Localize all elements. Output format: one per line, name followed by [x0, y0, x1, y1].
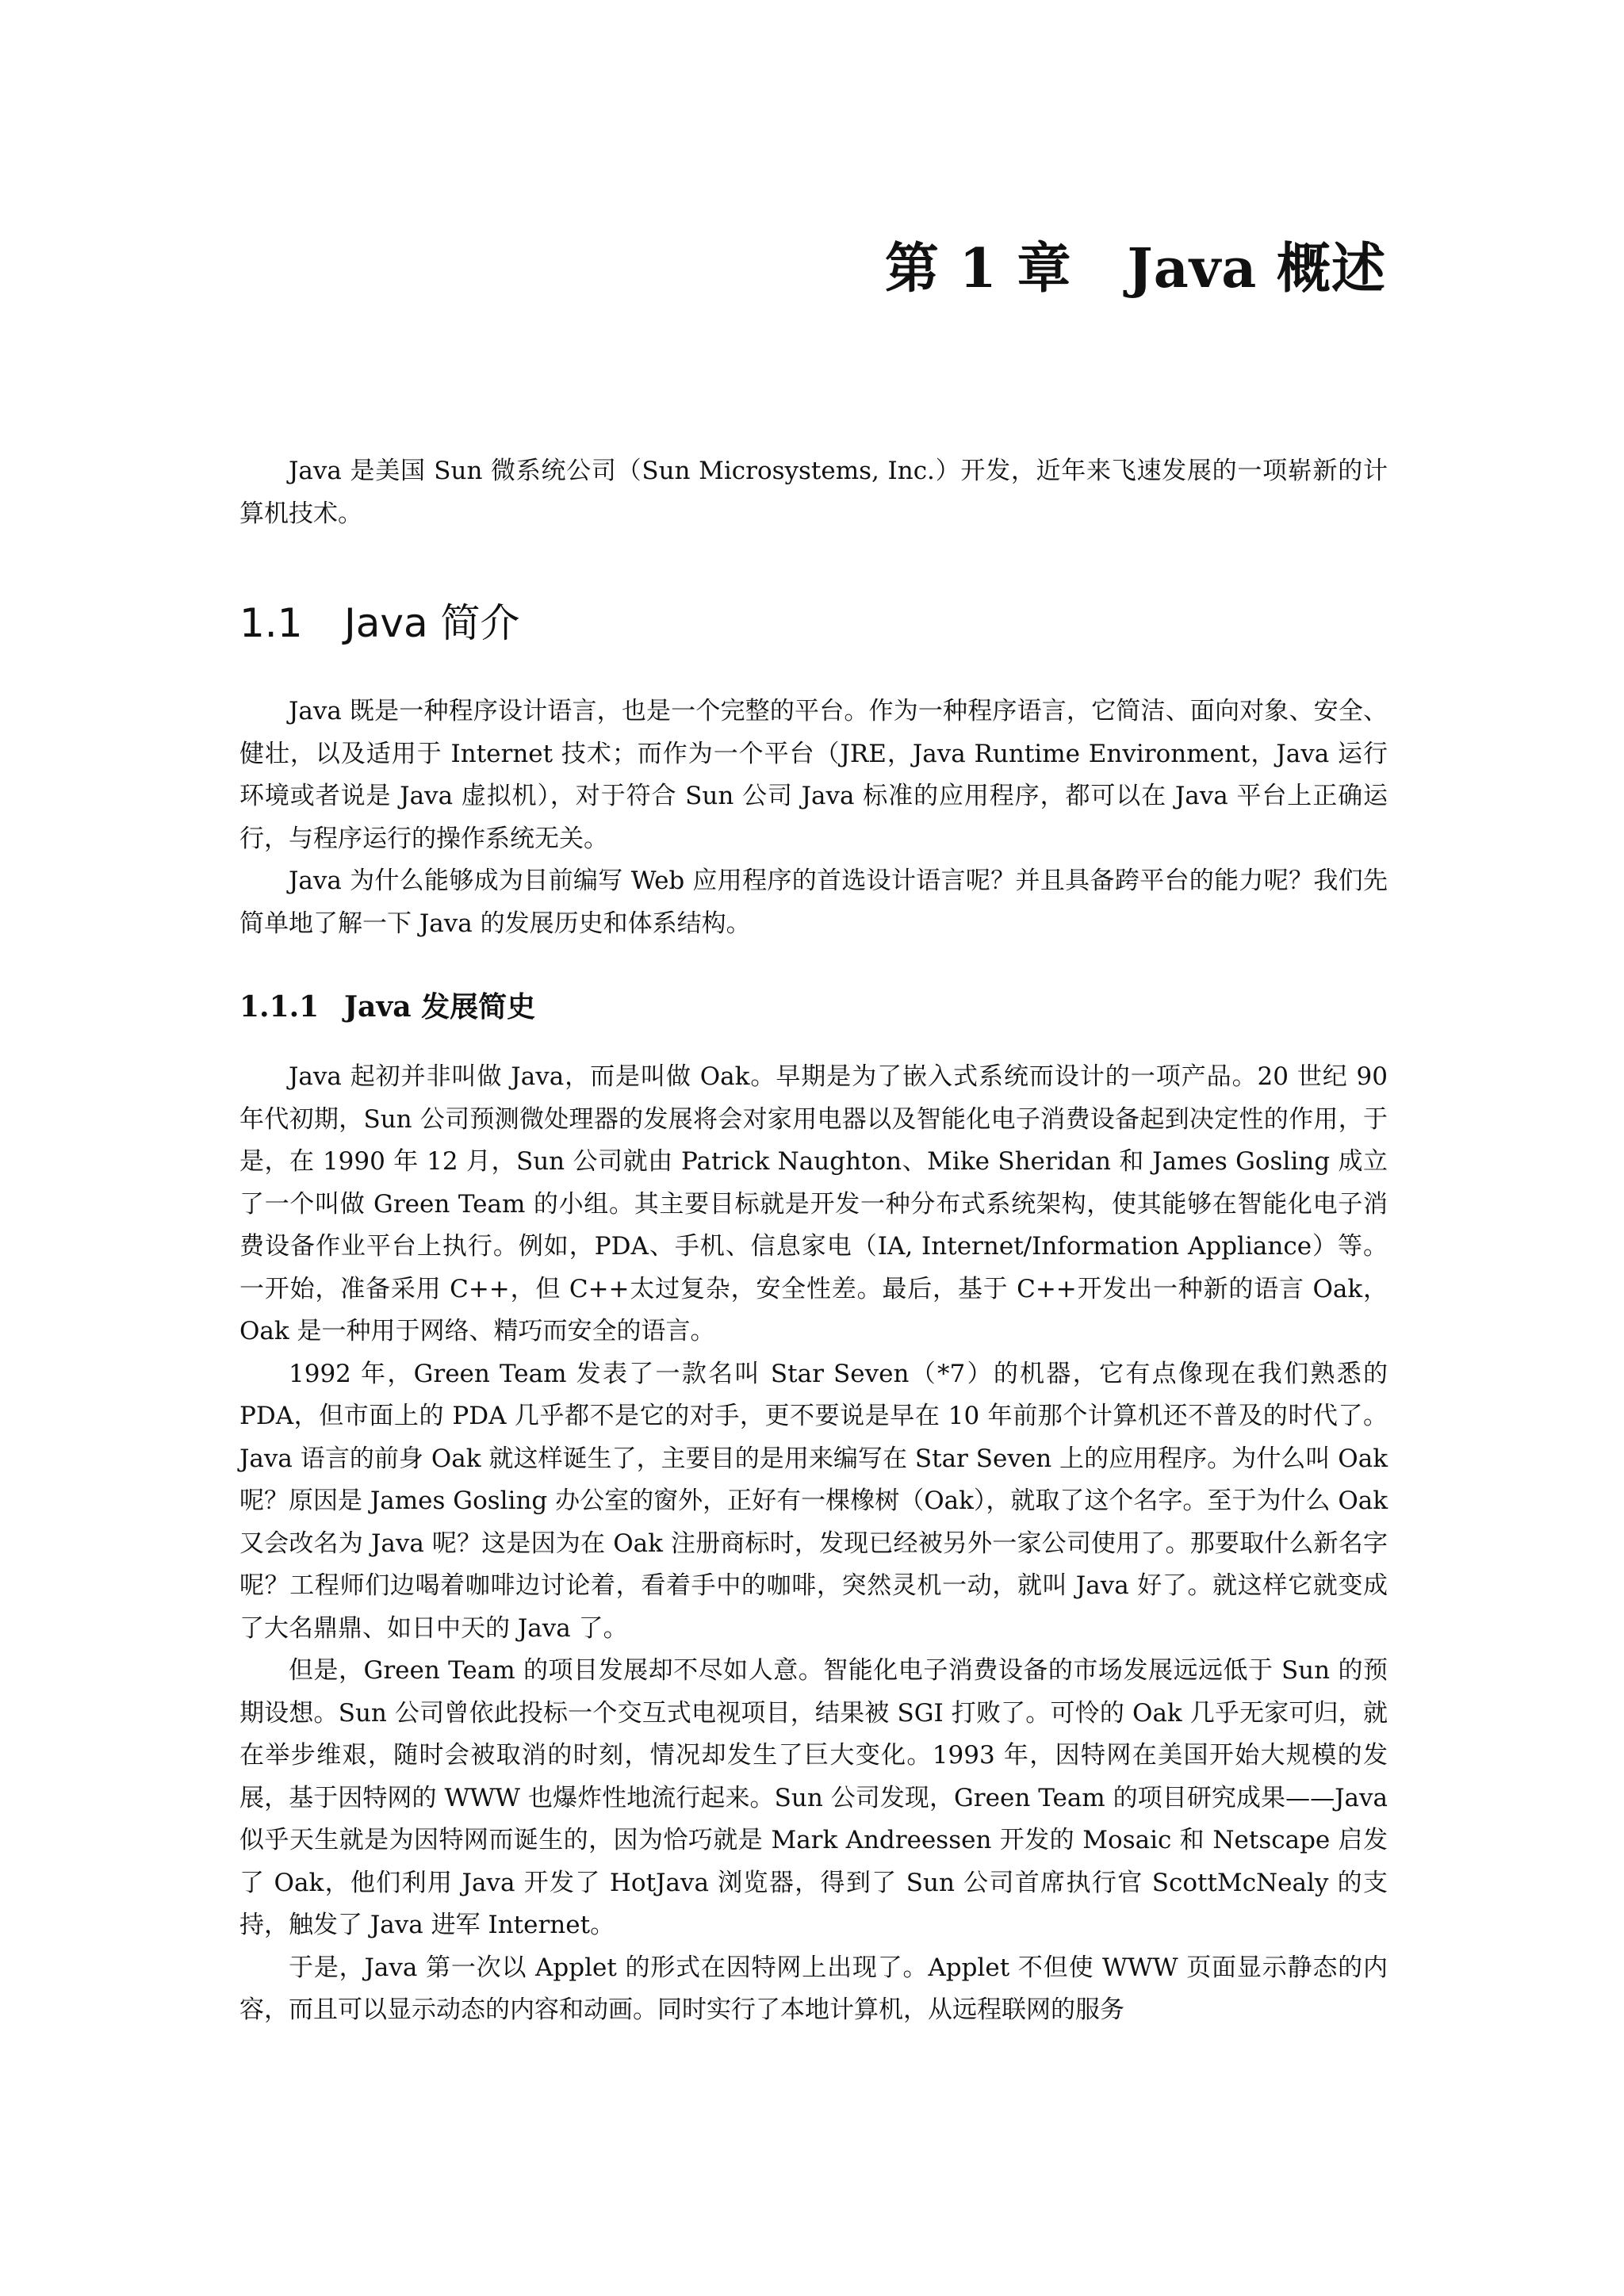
subsection-title: Java 发展简史 — [344, 990, 536, 1024]
subsection-number: 1.1.1 — [239, 990, 320, 1024]
section-paragraph: Java 为什么能够成为目前编写 Web 应用程序的首选设计语言呢？并且具备跨平台的能力呢？我们先简单地了解一下 Java 的发展历史和体系结构。 — [239, 867, 1388, 938]
subsection-paragraph: 但是，Green Team 的项目发展却不尽如人意。智能化电子消费设备的市场发展远远低于 Sun 的预期设想。Sun 公司曾依此投标一个交互式电视项目，结果被 SGI 打败了。可怜的 Oak 几乎无家可归，就在举步维艰，随时会被取消的时刻，情况却发生了巨大变化。1993 年，因特网在美国开始大规模的发展，基于因特网的 WWW 也爆炸性地流行起来。Sun 公司发现，Green Team 的项目研究成果——Java 似乎天生就是为因特网而诞生的，因为恰巧就是 Mark Andreessen 开发的 Mosaic 和 Netscape 启发了 Oak，他们利用 Java 开发了 HotJava 浏览器，得到了 Sun 公司首席执行官 ScottMcNealy 的支持，触发了 Java 进军 Internet。 — [239, 1656, 1388, 1939]
subsection-paragraph: Java 起初并非叫做 Java，而是叫做 Oak。早期是为了嵌入式系统而设计的一项产品。20 世纪 90 年代初期，Sun 公司预测微处理器的发展将会对家用电器以及智能化电子消费设备起到决定性的作用，于是，在 1990 年 12 月，Sun 公司就由 Patrick Naughton、Mike Sheridan 和 James Gosling 成立了一个叫做 Green Team 的小组。其主要目标就是开发一种分布式系统架构，使其能够在智能化电子消费设备作业平台上执行。例如，PDA、手机、信息家电（IA, Internet/Information Appliance）等。一开始，准备采用 C++，但 C++太过复杂，安全性差。最后，基于 C++开发出一种新的语言 Oak，Oak 是一种用于网络、精巧而安全的语言。 — [239, 1062, 1388, 1345]
chapter-name: Java 概述 — [1127, 237, 1386, 300]
subsection-paragraph: 1992 年，Green Team 发表了一款名叫 Star Seven（*7）的机器，它有点像现在我们熟悉的 PDA，但市面上的 PDA 几乎都不是它的对手，更不要说是早在 10 年前那个计算机还不普及的时代了。Java 语言的前身 Oak 就这样诞生了，主要目的是用来编写在 Star Seven 上的应用程序。为什么叫 Oak 呢？原因是 James Gosling 办公室的窗外，正好有一棵橡树（Oak），就取了这个名字。至于为什么 Oak 又会改名为 Java 呢？这是因为在 Oak 注册商标时，发现已经被另外一家公司使用了。那要取什么新名字呢？工程师们边喝着咖啡边讨论着，看着手中的咖啡，突然灵机一动，就叫 Java 好了。就这样它就变成了大名鼎鼎、如日中天的 Java 了。 — [239, 1359, 1388, 1643]
section-heading — [239, 587, 1388, 659]
chapter-title — [885, 226, 1386, 303]
page-content — [239, 450, 1388, 2032]
chapter-number: 第 1 章 — [884, 237, 1072, 300]
section-paragraph: Java 既是一种程序设计语言，也是一个完整的平台。作为一种程序语言，它简洁、面向对象、安全、健壮，以及适用于 Internet 技术；而作为一个平台（JRE，Java Runtime Environment，Java 运行环境或者说是 Java 虚拟机），对于符合 Sun 公司 Java 标准的应用程序，都可以在 Java 平台上正确运行，与程序运行的操作系统无关。 — [239, 697, 1388, 853]
intro-paragraph: Java 是美国 Sun 微系统公司（Sun Microsystems, Inc.）开发，近年来飞速发展的一项崭新的计算机技术。 — [239, 457, 1388, 528]
section-title: Java 简介 — [344, 600, 520, 646]
section-number: 1.1 — [239, 600, 303, 646]
subsection-heading — [239, 983, 1388, 1031]
subsection-paragraph: 于是，Java 第一次以 Applet 的形式在因特网上出现了。Applet 不但使 WWW 页面显示静态的内容，而且可以显示动态的内容和动画。同时实行了本地计算机，从远程联网的服务 — [239, 1953, 1388, 2024]
